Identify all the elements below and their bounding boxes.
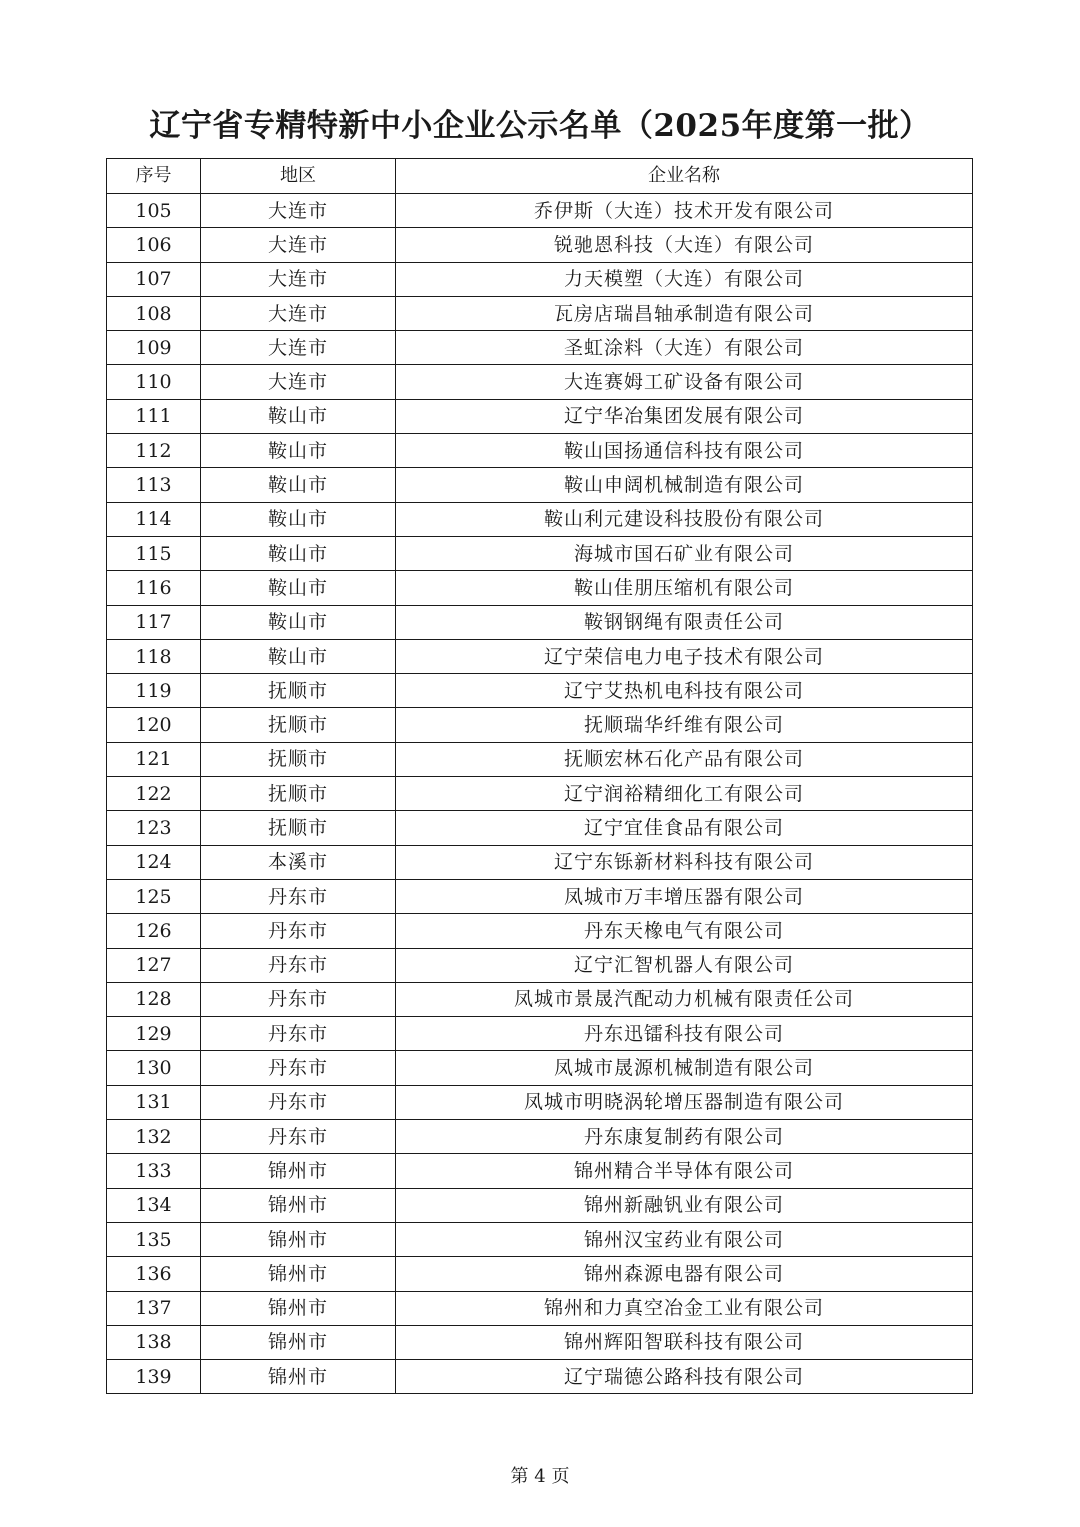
table-row: [107, 1291, 973, 1325]
cell-company: 抚顺瑞华纤维有限公司: [396, 708, 973, 742]
column-header-region: 地区: [201, 159, 396, 194]
cell-company: 鞍山国扬通信科技有限公司: [396, 434, 973, 468]
cell-region: 抚顺市: [201, 742, 396, 776]
cell-region: 抚顺市: [201, 708, 396, 742]
table-row: [107, 639, 973, 673]
cell-region: 鞍山市: [201, 536, 396, 570]
table-row: [107, 982, 973, 1016]
cell-index: 139: [107, 1360, 201, 1394]
cell-region: 丹东市: [201, 1051, 396, 1085]
cell-region: 大连市: [201, 228, 396, 262]
cell-company: 凤城市万丰增压器有限公司: [396, 879, 973, 913]
table-row: [107, 777, 973, 811]
cell-region: 丹东市: [201, 1120, 396, 1154]
cell-company: 辽宁荣信电力电子技术有限公司: [396, 639, 973, 673]
cell-index: 112: [107, 434, 201, 468]
cell-index: 113: [107, 468, 201, 502]
cell-index: 138: [107, 1325, 201, 1359]
document-title: 辽宁省专精特新中小企业公示名单（2025年度第一批）: [149, 108, 931, 144]
column-header-company: 企业名称: [396, 159, 973, 194]
table-row: [107, 605, 973, 639]
cell-company: 锦州新融钒业有限公司: [396, 1188, 973, 1222]
cell-company: 凤城市明晓涡轮增压器制造有限公司: [396, 1085, 973, 1119]
cell-index: 118: [107, 639, 201, 673]
cell-company: 抚顺宏林石化产品有限公司: [396, 742, 973, 776]
cell-company: 瓦房店瑞昌轴承制造有限公司: [396, 296, 973, 330]
cell-region: 鞍山市: [201, 502, 396, 536]
table-row: [107, 1120, 973, 1154]
cell-region: 鞍山市: [201, 434, 396, 468]
table-row: [107, 674, 973, 708]
cell-company: 辽宁汇智机器人有限公司: [396, 948, 973, 982]
cell-index: 128: [107, 982, 201, 1016]
page-number: 第 4 页: [510, 1466, 570, 1487]
cell-index: 137: [107, 1291, 201, 1325]
table-row: [107, 194, 973, 228]
cell-index: 135: [107, 1222, 201, 1256]
table-row: [107, 1257, 973, 1291]
cell-region: 鞍山市: [201, 639, 396, 673]
table-row: [107, 399, 973, 433]
cell-region: 丹东市: [201, 948, 396, 982]
cell-region: 鞍山市: [201, 399, 396, 433]
table-row: [107, 1154, 973, 1188]
cell-region: 大连市: [201, 262, 396, 296]
cell-index: 105: [107, 194, 201, 228]
table-row: [107, 914, 973, 948]
table-row: [107, 536, 973, 570]
table-row: [107, 571, 973, 605]
cell-index: 129: [107, 1017, 201, 1051]
cell-region: 丹东市: [201, 879, 396, 913]
cell-company: 鞍山佳朋压缩机有限公司: [396, 571, 973, 605]
table-header-row: [107, 159, 973, 194]
cell-company: 丹东迅镭科技有限公司: [396, 1017, 973, 1051]
enterprise-table: [106, 158, 973, 1394]
cell-company: 辽宁华冶集团发展有限公司: [396, 399, 973, 433]
cell-company: 辽宁宜佳食品有限公司: [396, 811, 973, 845]
cell-index: 122: [107, 777, 201, 811]
cell-index: 120: [107, 708, 201, 742]
cell-region: 鞍山市: [201, 468, 396, 502]
cell-region: 丹东市: [201, 914, 396, 948]
cell-company: 辽宁东铄新材料科技有限公司: [396, 845, 973, 879]
table-row: [107, 502, 973, 536]
cell-region: 大连市: [201, 331, 396, 365]
cell-region: 锦州市: [201, 1291, 396, 1325]
cell-index: 117: [107, 605, 201, 639]
cell-index: 131: [107, 1085, 201, 1119]
cell-index: 107: [107, 262, 201, 296]
table-row: [107, 1325, 973, 1359]
cell-company: 锐驰恩科技（大连）有限公司: [396, 228, 973, 262]
cell-region: 锦州市: [201, 1154, 396, 1188]
column-header-index: 序号: [107, 159, 201, 194]
cell-region: 大连市: [201, 194, 396, 228]
cell-index: 116: [107, 571, 201, 605]
cell-company: 锦州汉宝药业有限公司: [396, 1222, 973, 1256]
cell-region: 丹东市: [201, 982, 396, 1016]
cell-index: 114: [107, 502, 201, 536]
cell-index: 133: [107, 1154, 201, 1188]
cell-region: 锦州市: [201, 1188, 396, 1222]
cell-company: 凤城市景晟汽配动力机械有限责任公司: [396, 982, 973, 1016]
cell-index: 134: [107, 1188, 201, 1222]
cell-company: 海城市国石矿业有限公司: [396, 536, 973, 570]
cell-region: 本溪市: [201, 845, 396, 879]
table-row: [107, 948, 973, 982]
table-row: [107, 811, 973, 845]
table-row: [107, 1188, 973, 1222]
cell-index: 132: [107, 1120, 201, 1154]
cell-region: 大连市: [201, 296, 396, 330]
cell-company: 力天模塑（大连）有限公司: [396, 262, 973, 296]
table-row: [107, 1017, 973, 1051]
table-row: [107, 708, 973, 742]
cell-company: 辽宁润裕精细化工有限公司: [396, 777, 973, 811]
cell-region: 鞍山市: [201, 571, 396, 605]
table-row: [107, 845, 973, 879]
cell-region: 锦州市: [201, 1222, 396, 1256]
cell-region: 丹东市: [201, 1017, 396, 1051]
cell-index: 106: [107, 228, 201, 262]
table-row: [107, 1051, 973, 1085]
cell-company: 凤城市晟源机械制造有限公司: [396, 1051, 973, 1085]
table-row: [107, 228, 973, 262]
cell-company: 辽宁瑞德公路科技有限公司: [396, 1360, 973, 1394]
cell-region: 抚顺市: [201, 674, 396, 708]
cell-index: 115: [107, 536, 201, 570]
table-row: [107, 879, 973, 913]
table-row: [107, 262, 973, 296]
cell-region: 抚顺市: [201, 777, 396, 811]
cell-region: 锦州市: [201, 1360, 396, 1394]
cell-company: 鞍钢钢绳有限责任公司: [396, 605, 973, 639]
cell-company: 锦州辉阳智联科技有限公司: [396, 1325, 973, 1359]
cell-index: 130: [107, 1051, 201, 1085]
cell-index: 126: [107, 914, 201, 948]
cell-company: 锦州森源电器有限公司: [396, 1257, 973, 1291]
cell-company: 锦州精合半导体有限公司: [396, 1154, 973, 1188]
cell-index: 108: [107, 296, 201, 330]
cell-company: 丹东天橡电气有限公司: [396, 914, 973, 948]
cell-region: 大连市: [201, 365, 396, 399]
cell-index: 125: [107, 879, 201, 913]
cell-region: 抚顺市: [201, 811, 396, 845]
cell-index: 127: [107, 948, 201, 982]
cell-company: 辽宁艾热机电科技有限公司: [396, 674, 973, 708]
table-row: [107, 434, 973, 468]
cell-index: 109: [107, 331, 201, 365]
table-row: [107, 365, 973, 399]
table-row: [107, 1085, 973, 1119]
cell-company: 锦州和力真空冶金工业有限公司: [396, 1291, 973, 1325]
table-body: [107, 194, 973, 1394]
cell-region: 丹东市: [201, 1085, 396, 1119]
cell-index: 110: [107, 365, 201, 399]
table-row: [107, 1360, 973, 1394]
cell-index: 111: [107, 399, 201, 433]
cell-index: 121: [107, 742, 201, 776]
cell-company: 丹东康复制药有限公司: [396, 1120, 973, 1154]
cell-region: 锦州市: [201, 1325, 396, 1359]
cell-company: 圣虹涂料（大连）有限公司: [396, 331, 973, 365]
cell-company: 鞍山申阔机械制造有限公司: [396, 468, 973, 502]
table-row: [107, 742, 973, 776]
cell-company: 大连赛姆工矿设备有限公司: [396, 365, 973, 399]
cell-region: 鞍山市: [201, 605, 396, 639]
table-row: [107, 1222, 973, 1256]
cell-index: 124: [107, 845, 201, 879]
cell-region: 锦州市: [201, 1257, 396, 1291]
table-row: [107, 331, 973, 365]
cell-company: 乔伊斯（大连）技术开发有限公司: [396, 194, 973, 228]
cell-index: 119: [107, 674, 201, 708]
table-row: [107, 468, 973, 502]
cell-index: 123: [107, 811, 201, 845]
table-row: [107, 296, 973, 330]
cell-index: 136: [107, 1257, 201, 1291]
cell-company: 鞍山利元建设科技股份有限公司: [396, 502, 973, 536]
